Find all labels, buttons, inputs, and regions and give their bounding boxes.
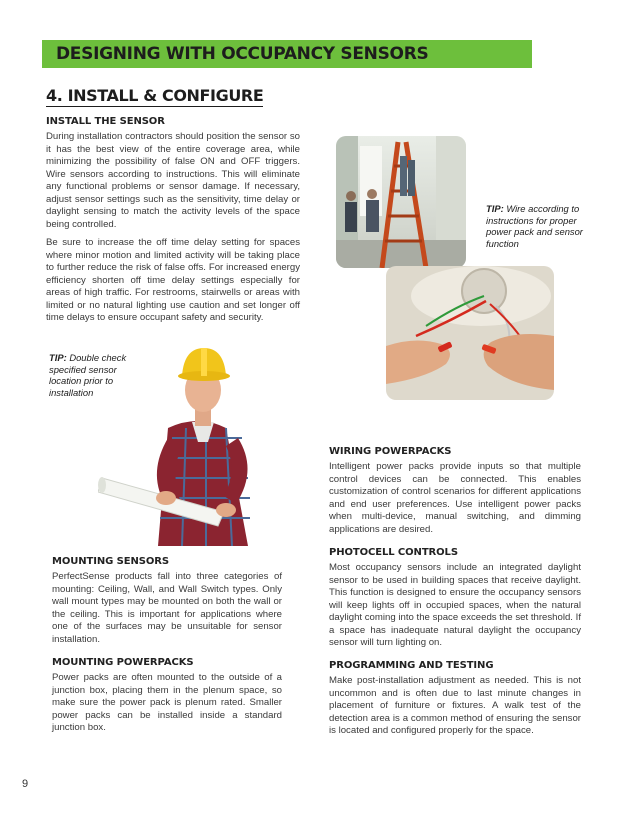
worker-illustration [98,342,278,546]
page-number: 9 [22,778,29,790]
mounting-powerpacks-section [52,657,282,741]
install-paragraph-1: During installation contractors should position the sensor so it has the best view of the entire coverage area, while minimizing the possibility of false ON and OFF triggers. Wire sensors according to instructions. This will eliminate any functional problems or sensor damage. If necessary, adjust sensor settings such as the sensitivity, time delay or daylight sensing to match the activity levels of the space being controlled. [46,131,300,230]
programming-heading: PROGRAMMING AND TESTING [329,660,494,671]
tip-wiring [486,203,586,249]
mounting-powerpacks-text: Power packs are often mounted to the outside of a junction box, placing them in the plenum space, so make sure the power pack is plenum rated. Smaller power packs can be installed inside a standard junction box. [52,672,282,733]
tip-wiring-label: TIP: [486,203,504,214]
section-title: 4. INSTALL & CONFIGURE [46,86,264,105]
wiring-photo [386,266,554,400]
wiring-text: Intelligent power packs provide inputs so that multiple control devices can be connected. This enables customization of control scenarios for different applications and end user preferences. Use intelligent power packs when multi-device, manual switching, and dimming applications are desired. [329,461,581,535]
tip-wiring-text: Wire according to instructions for proper power pack and sensor function [486,203,583,249]
wiring-illustration [386,266,554,400]
wiring-section [329,446,581,542]
mounting-sensors-text: PerfectSense products fall into three categories of mounting: Ceiling, Wall, and Wall Switch types. Only wall mount types may be mounted on both the wall or the ceiling. This is important for applications where one of the surfaces may be unsuitable for sensor installation. [52,571,282,645]
programming-section [329,660,581,744]
install-heading: INSTALL THE SENSOR [46,116,165,127]
header-banner: DESIGNING WITH OCCUPANCY SENSORS [42,40,532,68]
programming-text: Make post-installation adjustment as needed. This is not uncommon and is often due to last minute changes in placement of furniture or fixtures. A walk test of the detection area is a common method of ensuring the sensor is located and configured properly for the space. [329,675,581,736]
mounting-sensors-section [52,556,282,652]
wiring-heading: WIRING POWERPACKS [329,446,452,457]
install-section [46,116,300,331]
photocell-heading: PHOTOCELL CONTROLS [329,547,458,558]
tip-location-text: Double check specified sensor location prior to installation [49,352,127,398]
mounting-sensors-heading: MOUNTING SENSORS [52,556,169,567]
mounting-powerpacks-heading: MOUNTING POWERPACKS [52,657,194,668]
ladder-photo [336,136,466,268]
photocell-section [329,547,581,656]
ladder-illustration [336,136,466,268]
photocell-text: Most occupancy sensors include an integrated daylight sensor to be used in building spaces that receive daylight. This function is designed to ensure the occupancy sensors will keep lights off in occupied spaces, when the natural daylight coming into the space exceeds the set threshold. If a space has inadequate natural daylight the occupancy sensor will turn lighting on. [329,562,581,648]
worker-photo [98,342,278,546]
tip-location-label: TIP: [49,352,67,363]
install-paragraph-2: Be sure to increase the off time delay setting for spaces where minor motion and limited activity will be taking place to further reduce the risk of false offs. For increased energy efficiency shorten off time delay settings especially for areas of high traffic. For restrooms, stairwells or areas with limited or no natural lighting use caution and set longer off time delays to ensure occupant safety and security. [46,237,300,323]
